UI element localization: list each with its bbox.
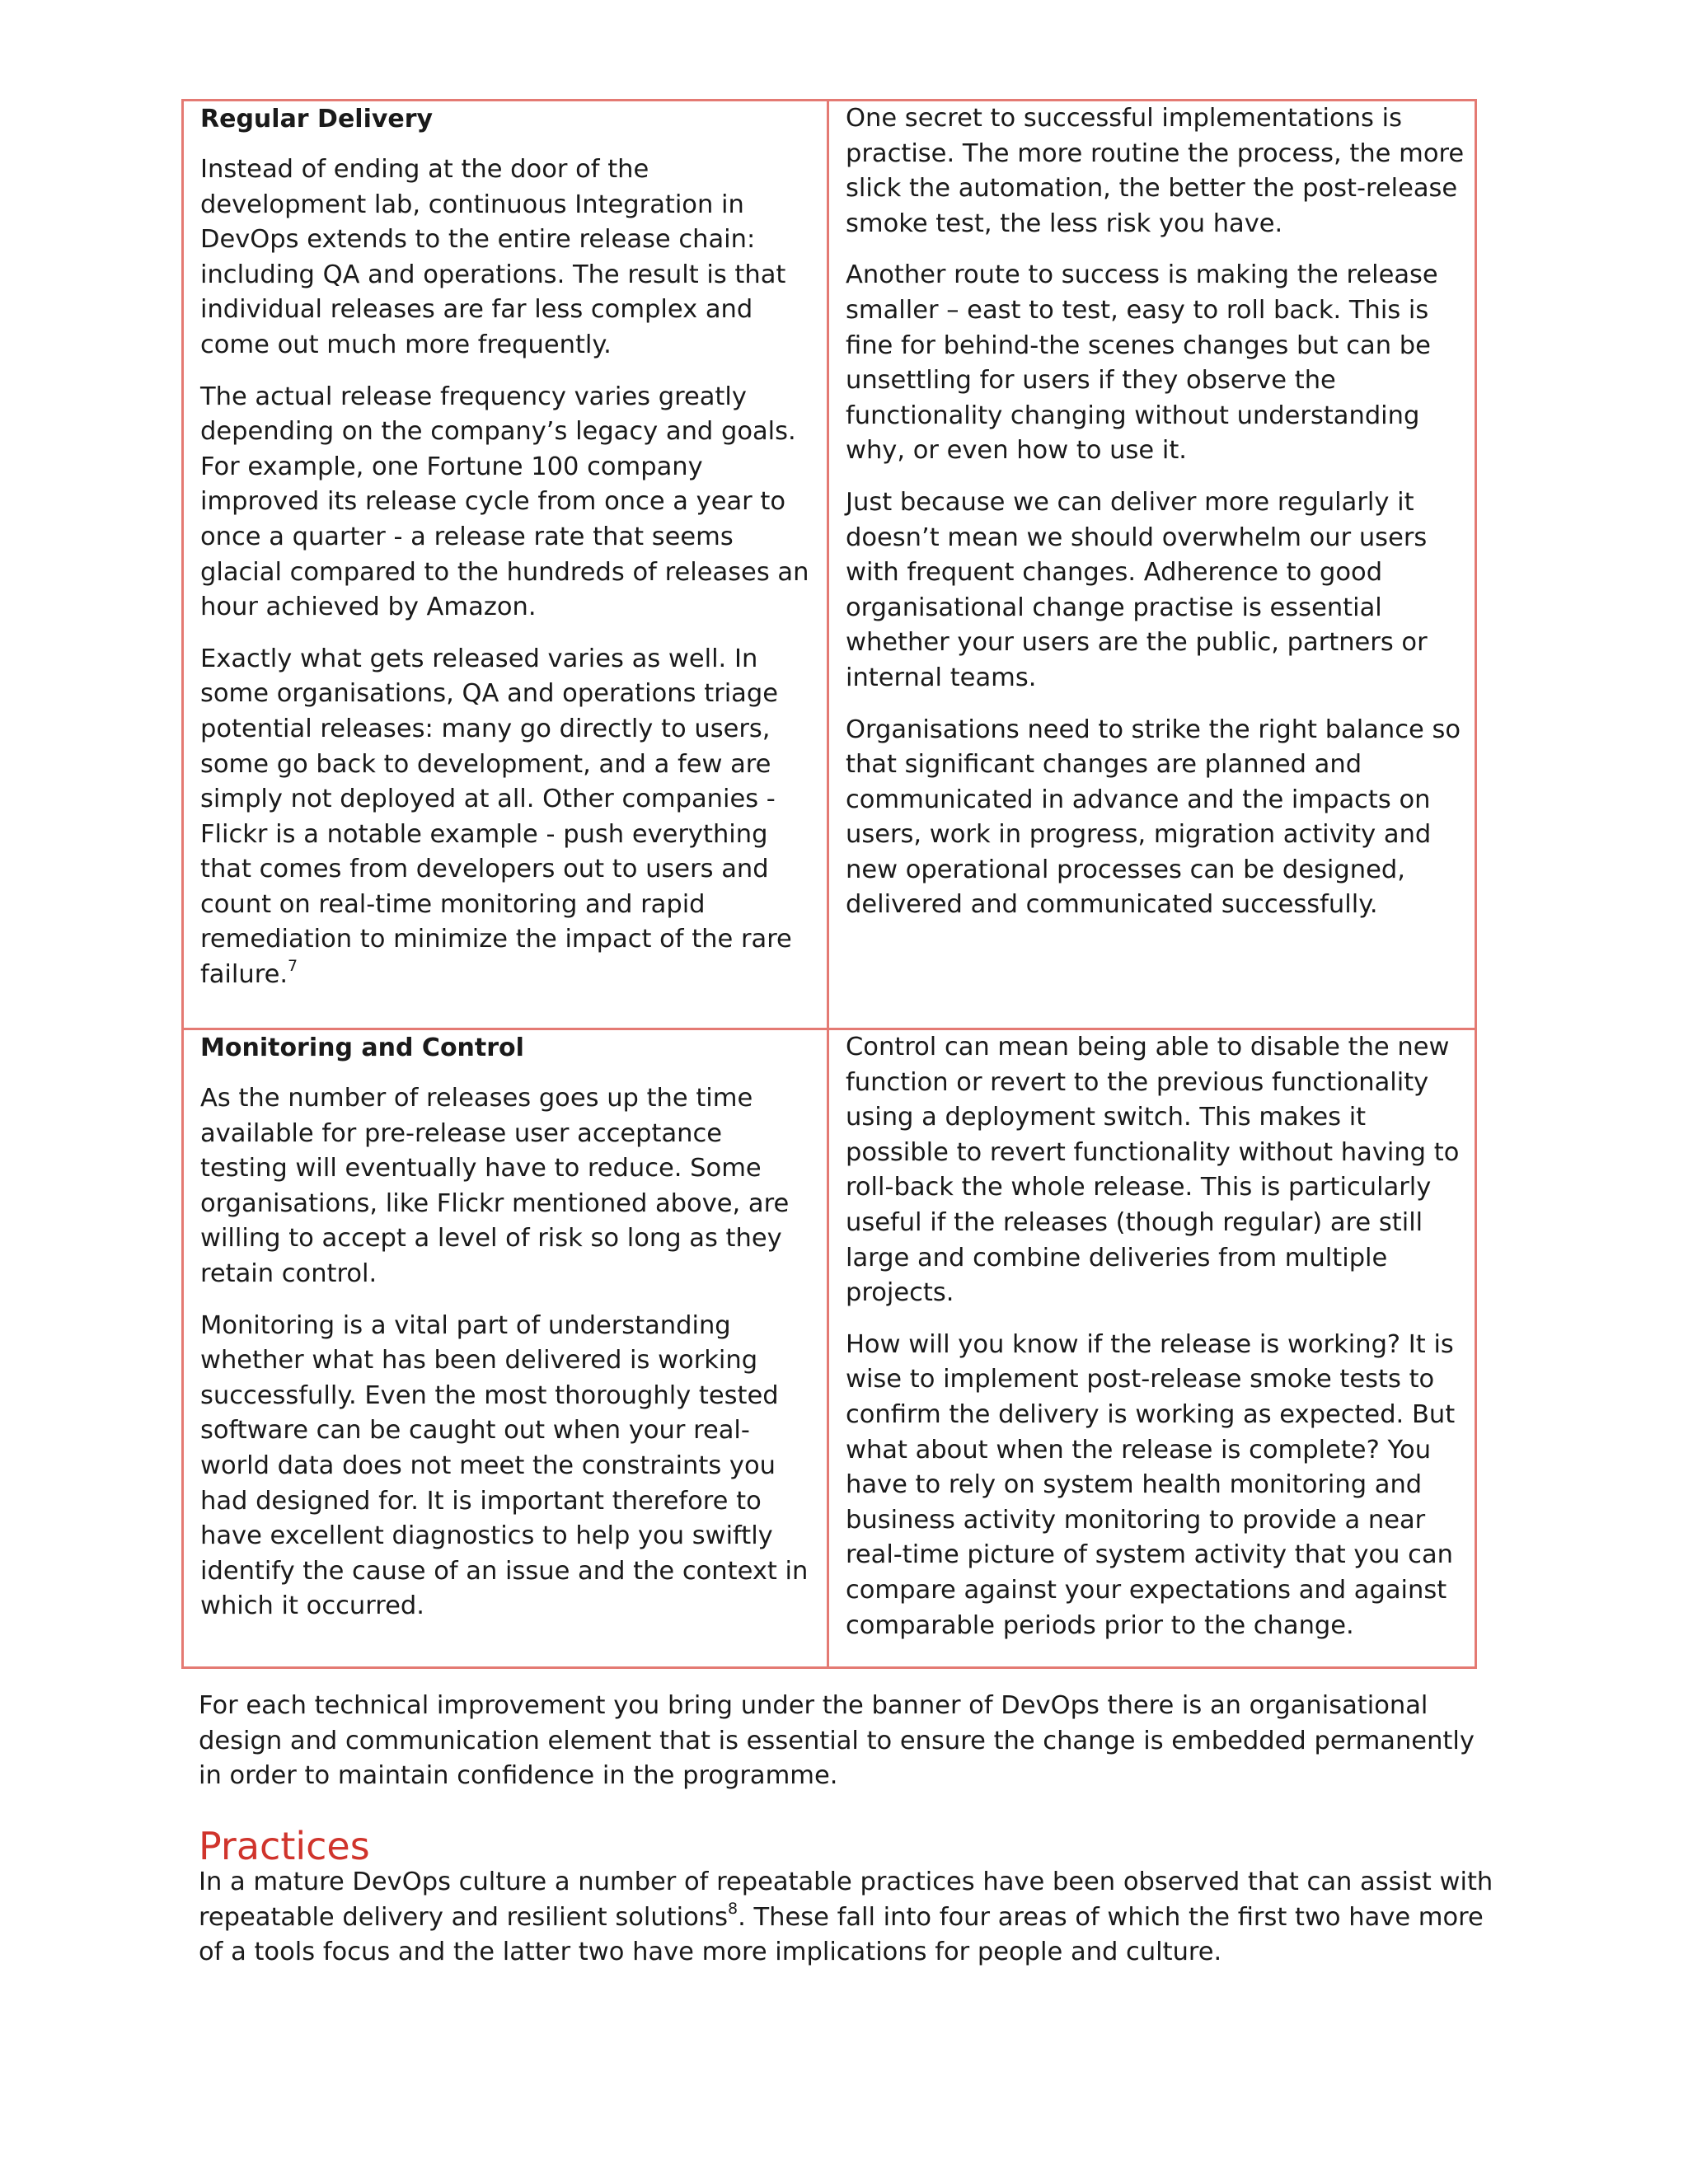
regular-delivery-paragraph: Instead of ending at the door of the development lab, continuous Integration in DevOps extends to the entire release chain: including QA and operations. The result is that individual releases are far less complex and come out much more frequently. [200, 155, 786, 359]
footnote-ref-8: 8 [728, 1899, 738, 1918]
regular-delivery-right-paragraph: Organisations need to strike the right balance so that significant changes are planned and communicated in advance and the impacts on users, work in progress, migration activity and new operational processes can be designed, delivered and communicated successfully. [846, 715, 1461, 920]
closing-paragraph-block [199, 1689, 1501, 1794]
regular-delivery-right-paragraph: Another route to success is making the release smaller – east to test, easy to roll back. This is fine for behind-the scenes changes but can be unsettling for users if they observe the functionality changing without understanding why, or even how to use it. [846, 260, 1438, 466]
paragraph-text: Exactly what gets released varies as well. In some organisations, QA and operations triage potential releases: many go directly to users, some go back to development, and a few are simply not deployed at all. Other companies - Flickr is a notable example - push everything that comes from developers out to users and count on real-time monitoring and rapid remediation to minimize the impact of the rare failure. [200, 644, 792, 990]
monitoring-control-paragraph: As the number of releases goes up the time available for pre-release user acceptance testing will eventually have to reduce. Some organisations, like Flickr mentioned above, are willing to accept a level of risk so long as they retain control. [200, 1084, 790, 1288]
practices-paragraph [199, 1865, 1501, 1971]
monitoring-control-right-cell [829, 1030, 1476, 1666]
content-table [181, 99, 1477, 1669]
monitoring-control-right-paragraph: How will you know if the release is working? It is wise to implement post-release smoke tests to confirm the delivery is working as expected. But what about when the release is complete? You have to rely on system health monitoring and business activity monitoring to provide a near real-time picture of system activity that you can compare against your expectations and against comparable periods prior to the change. [846, 1329, 1456, 1640]
closing-paragraph: For each technical improvement you bring under the banner of DevOps there is an organisational design and communication element that is essential to ensure the change is embedded permanently in order to maintain confidence in the programme. [199, 1691, 1475, 1791]
regular-delivery-left-cell [184, 101, 829, 1030]
monitoring-control-left-cell [184, 1030, 829, 1666]
regular-delivery-right-paragraph: Just because we can deliver more regularly it doesn’t mean we should overwhelm our users with frequent changes. Adherence to good organisational change practise is essential whether your users are the public, partners or internal teams. [846, 487, 1428, 692]
regular-delivery-paragraph-footnoted [200, 642, 810, 993]
monitoring-control-right-paragraph: Control can mean being able to disable the new function or revert to the previous functionality using a deployment switch. This makes it possible to revert functionality without having to roll-back the whole release. This is particularly useful if the releases (though regular) are still large and combine deliveries from multiple projects. [846, 1033, 1460, 1308]
monitoring-control-paragraph: Monitoring is a vital part of understanding whether what has been delivered is working successfully. Even the most thoroughly tested software can be caught out when your real-world data does not meet the constraints you had designed for. It is important therefore to have excellent diagnostics to help you swiftly identify the cause of an issue and the context in which it occurred. [200, 1310, 809, 1621]
practices-text-part1: In a mature DevOps culture a number of repeatable practices have been observed that can assist with repeatable delivery and resilient solutions [199, 1868, 1493, 1932]
practices-section-title: Practices [199, 1824, 370, 1868]
regular-delivery-right-cell [829, 101, 1476, 1030]
regular-delivery-paragraph: The actual release frequency varies greatly depending on the company’s legacy and goals. For example, one Fortune 100 company improved its release cycle from once a year to once a quarter - a release rate that seems glacial compared to the hundreds of releases an hour achieved by Amazon. [200, 382, 809, 622]
practices-text-part2: . These fall into four areas of which the first two have more of a tools focus and the latter two have more implications for people and culture. [199, 1902, 1484, 1967]
practices-paragraph-block [199, 1865, 1501, 1971]
regular-delivery-heading: Regular Delivery [200, 105, 434, 134]
footnote-ref-7: 7 [288, 957, 298, 976]
monitoring-control-heading: Monitoring and Control [200, 1033, 524, 1062]
regular-delivery-right-paragraph: One secret to successful implementations is practise. The more routine the process, the more slick the automation, the better the post-release smoke test, the less risk you have. [846, 104, 1465, 238]
